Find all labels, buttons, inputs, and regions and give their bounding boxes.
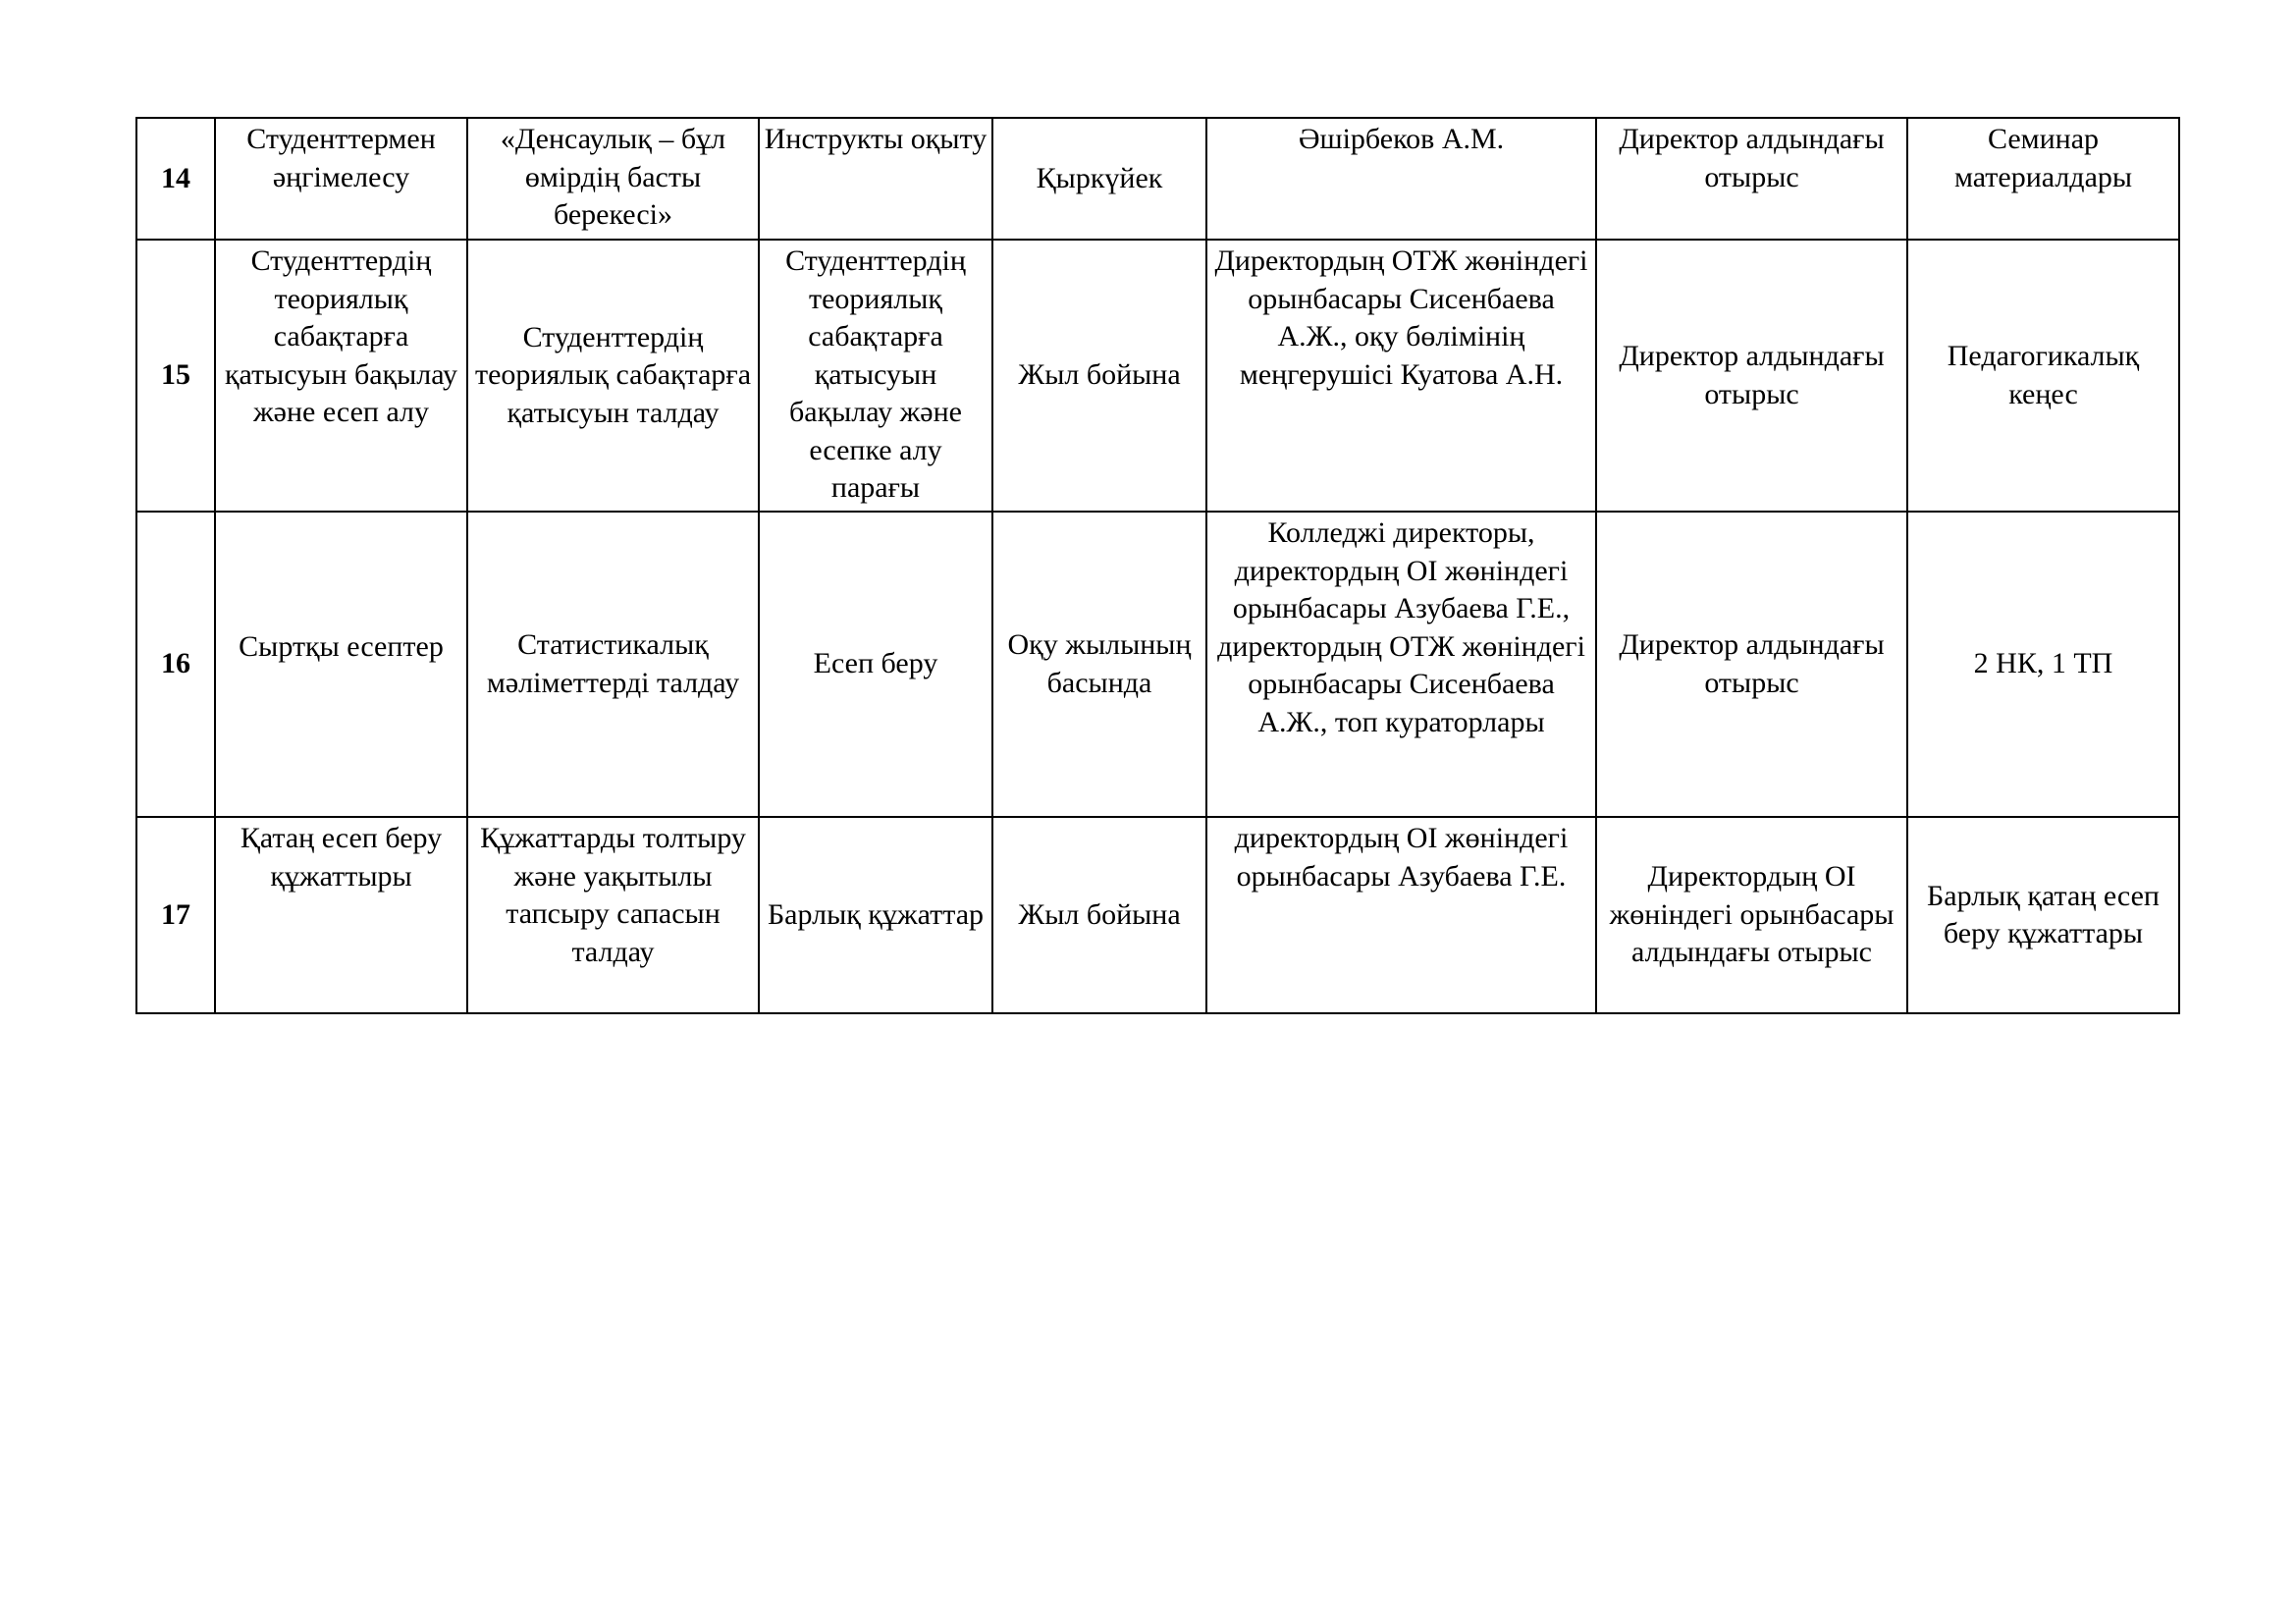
responsible-cell: Директордың ОТЖ жөніндегі орынбасары Сисенбаева А.Ж., оқу бөлімінің меңгерушісі Куатова А.Н. <box>1206 240 1596 512</box>
event-cell: Қатаң есеп беру құжаттыры <box>215 817 467 1013</box>
review-cell: Директор алдындағы отырыс <box>1596 118 1907 240</box>
control-plan-table <box>135 117 2180 1014</box>
content-cell: «Денсаулық – бұл өмірдің басты берекесі» <box>467 118 759 240</box>
form-cell: Барлық құжаттар <box>759 817 992 1013</box>
table-row <box>136 817 2179 1013</box>
responsible-cell: Колледжі директоры, директордың ОІ жөніндегі орынбасары Азубаева Г.Е., директордың ОТЖ жөніндегі орынбасары Сисенбаева А.Ж., топ кураторлары <box>1206 512 1596 817</box>
row-number-cell: 14 <box>136 118 215 240</box>
table-row <box>136 512 2179 817</box>
responsible-cell: Әшірбеков А.М. <box>1206 118 1596 240</box>
review-cell: Директор алдындағы отырыс <box>1596 512 1907 817</box>
review-cell: Директордың ОІ жөніндегі орынбасары алдындағы отырыс <box>1596 817 1907 1013</box>
row-number-cell: 16 <box>136 512 215 817</box>
result-cell: Педагогикалық кеңес <box>1907 240 2179 512</box>
table-row <box>136 118 2179 240</box>
row-number-cell: 17 <box>136 817 215 1013</box>
deadline-cell: Жыл бойына <box>992 240 1206 512</box>
table-row <box>136 240 2179 512</box>
deadline-cell: Оқу жылының басында <box>992 512 1206 817</box>
row-number-cell: 15 <box>136 240 215 512</box>
result-cell: Барлық қатаң есеп беру құжаттары <box>1907 817 2179 1013</box>
content-cell: Құжаттарды толтыру және уақытылы тапсыру сапасын талдау <box>467 817 759 1013</box>
content-cell: Статистикалық мәліметтерді талдау <box>467 512 759 817</box>
form-cell: Есеп беру <box>759 512 992 817</box>
event-cell: Студенттермен әңгімелесу <box>215 118 467 240</box>
deadline-cell: Қыркүйек <box>992 118 1206 240</box>
review-cell: Директор алдындағы отырыс <box>1596 240 1907 512</box>
result-cell: Семинар материалдары <box>1907 118 2179 240</box>
content-cell: Студенттердің теориялық сабақтарға қатысуын талдау <box>467 240 759 512</box>
responsible-cell: директордың ОІ жөніндегі орынбасары Азубаева Г.Е. <box>1206 817 1596 1013</box>
event-cell: Сыртқы есептер <box>215 512 467 817</box>
form-cell: Студенттердің теориялық сабақтарға қатысуын бақылау және есепке алу парағы <box>759 240 992 512</box>
deadline-cell: Жыл бойына <box>992 817 1206 1013</box>
form-cell: Инструкты оқыту <box>759 118 992 240</box>
event-cell: Студенттердің теориялық сабақтарға қатысуын бақылау және есеп алу <box>215 240 467 512</box>
result-cell: 2 НК, 1 ТП <box>1907 512 2179 817</box>
